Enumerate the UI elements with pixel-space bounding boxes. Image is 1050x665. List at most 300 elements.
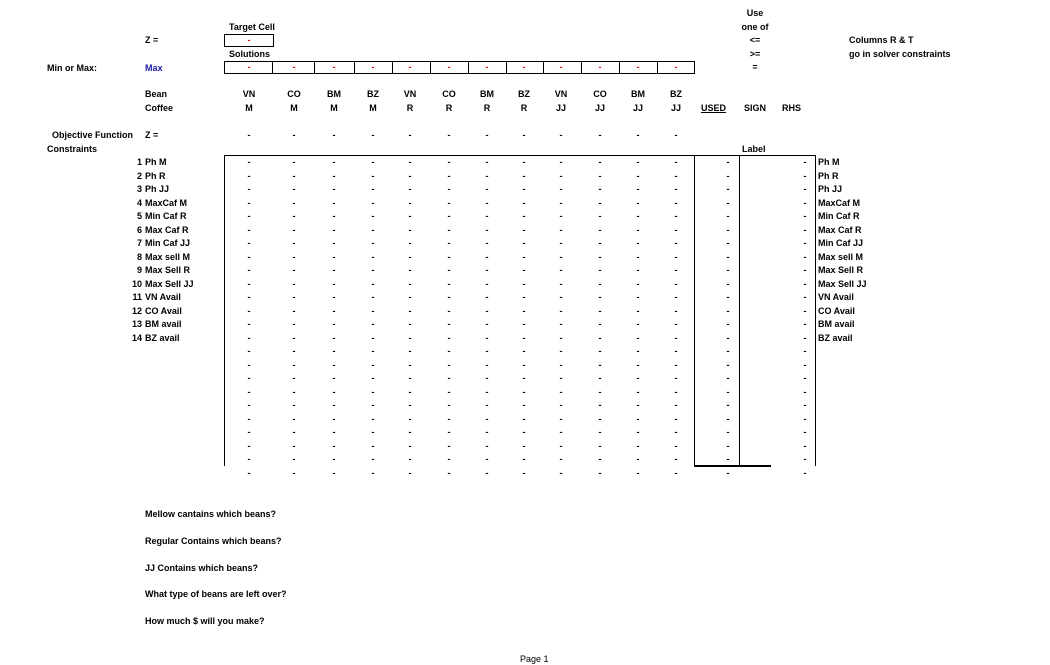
coefficient-cell[interactable]: -	[674, 387, 678, 397]
coefficient-cell[interactable]: -	[292, 184, 296, 194]
coefficient-cell[interactable]: -	[674, 414, 678, 424]
coefficient-cell[interactable]: -	[447, 238, 451, 248]
coefficient-cell[interactable]: -	[636, 184, 640, 194]
rhs-cell[interactable]: -	[803, 346, 807, 356]
coefficient-cell[interactable]: -	[485, 292, 489, 302]
coefficient-cell[interactable]: -	[636, 292, 640, 302]
coefficient-cell[interactable]: -	[674, 184, 678, 194]
coefficient-cell[interactable]: -	[559, 414, 563, 424]
coefficient-cell[interactable]: -	[292, 427, 296, 437]
coefficient-cell[interactable]: -	[598, 333, 602, 343]
coefficient-cell[interactable]: -	[559, 346, 563, 356]
coefficient-cell[interactable]: -	[674, 333, 678, 343]
rhs-cell[interactable]: -	[803, 400, 807, 410]
coefficient-cell[interactable]: -	[447, 346, 451, 356]
coefficient-cell[interactable]: -	[408, 400, 412, 410]
coefficient-cell[interactable]: -	[332, 279, 336, 289]
coefficient-cell[interactable]: -	[636, 211, 640, 221]
coefficient-cell[interactable]: -	[247, 279, 251, 289]
coefficient-cell[interactable]: -	[332, 414, 336, 424]
coefficient-cell[interactable]: -	[559, 184, 563, 194]
coefficient-cell[interactable]: -	[674, 238, 678, 248]
coefficient-cell[interactable]: -	[636, 198, 640, 208]
coefficient-cell[interactable]: -	[247, 292, 251, 302]
coefficient-cell[interactable]: -	[485, 346, 489, 356]
coefficient-cell[interactable]: -	[247, 373, 251, 383]
objective-cell[interactable]: -	[247, 130, 251, 140]
coefficient-cell[interactable]: -	[408, 211, 412, 221]
coefficient-cell[interactable]: -	[559, 427, 563, 437]
coefficient-cell[interactable]: -	[674, 400, 678, 410]
coefficient-cell[interactable]: -	[674, 211, 678, 221]
coefficient-cell[interactable]: -	[559, 441, 563, 451]
objective-cell[interactable]: -	[447, 130, 451, 140]
coefficient-cell[interactable]: -	[522, 211, 526, 221]
solution-cell[interactable]: -	[598, 62, 602, 72]
coefficient-cell[interactable]: -	[408, 454, 412, 464]
min-or-max-value[interactable]: Max	[145, 63, 163, 73]
coefficient-cell[interactable]: -	[447, 279, 451, 289]
coefficient-cell[interactable]: -	[636, 427, 640, 437]
coefficient-cell[interactable]: -	[371, 306, 375, 316]
coefficient-cell[interactable]: -	[559, 211, 563, 221]
coefficient-cell[interactable]: -	[674, 468, 678, 478]
coefficient-cell[interactable]: -	[292, 211, 296, 221]
coefficient-cell[interactable]: -	[292, 441, 296, 451]
coefficient-cell[interactable]: -	[292, 198, 296, 208]
coefficient-cell[interactable]: -	[292, 373, 296, 383]
coefficient-cell[interactable]: -	[522, 238, 526, 248]
coefficient-cell[interactable]: -	[559, 333, 563, 343]
objective-cell[interactable]: -	[559, 130, 563, 140]
coefficient-cell[interactable]: -	[636, 400, 640, 410]
solution-cell[interactable]: -	[371, 62, 375, 72]
coefficient-cell[interactable]: -	[559, 400, 563, 410]
solution-cell[interactable]: -	[485, 62, 489, 72]
coefficient-cell[interactable]: -	[559, 171, 563, 181]
coefficient-cell[interactable]: -	[408, 441, 412, 451]
coefficient-cell[interactable]: -	[485, 441, 489, 451]
coefficient-cell[interactable]: -	[292, 333, 296, 343]
coefficient-cell[interactable]: -	[674, 198, 678, 208]
coefficient-cell[interactable]: -	[408, 265, 412, 275]
coefficient-cell[interactable]: -	[522, 454, 526, 464]
coefficient-cell[interactable]: -	[371, 414, 375, 424]
rhs-cell[interactable]: -	[803, 265, 807, 275]
coefficient-cell[interactable]: -	[522, 306, 526, 316]
coefficient-cell[interactable]: -	[674, 373, 678, 383]
coefficient-cell[interactable]: -	[247, 333, 251, 343]
coefficient-cell[interactable]: -	[332, 468, 336, 478]
coefficient-cell[interactable]: -	[371, 454, 375, 464]
coefficient-cell[interactable]: -	[447, 441, 451, 451]
rhs-cell[interactable]: -	[803, 454, 807, 464]
coefficient-cell[interactable]: -	[447, 157, 451, 167]
coefficient-cell[interactable]: -	[674, 346, 678, 356]
coefficient-cell[interactable]: -	[371, 468, 375, 478]
coefficient-cell[interactable]: -	[247, 360, 251, 370]
coefficient-cell[interactable]: -	[247, 225, 251, 235]
rhs-cell[interactable]: -	[803, 252, 807, 262]
objective-cell[interactable]: -	[332, 130, 336, 140]
coefficient-cell[interactable]: -	[598, 279, 602, 289]
coefficient-cell[interactable]: -	[559, 387, 563, 397]
coefficient-cell[interactable]: -	[292, 225, 296, 235]
coefficient-cell[interactable]: -	[447, 333, 451, 343]
coefficient-cell[interactable]: -	[332, 346, 336, 356]
coefficient-cell[interactable]: -	[522, 292, 526, 302]
coefficient-cell[interactable]: -	[559, 157, 563, 167]
coefficient-cell[interactable]: -	[332, 373, 336, 383]
coefficient-cell[interactable]: -	[292, 279, 296, 289]
coefficient-cell[interactable]: -	[371, 211, 375, 221]
coefficient-cell[interactable]: -	[559, 373, 563, 383]
coefficient-cell[interactable]: -	[598, 157, 602, 167]
coefficient-cell[interactable]: -	[332, 427, 336, 437]
coefficient-cell[interactable]: -	[292, 319, 296, 329]
coefficient-cell[interactable]: -	[485, 252, 489, 262]
coefficient-cell[interactable]: -	[598, 306, 602, 316]
coefficient-cell[interactable]: -	[292, 454, 296, 464]
coefficient-cell[interactable]: -	[371, 441, 375, 451]
coefficient-cell[interactable]: -	[447, 414, 451, 424]
rhs-cell[interactable]: -	[803, 279, 807, 289]
coefficient-cell[interactable]: -	[447, 400, 451, 410]
coefficient-cell[interactable]: -	[332, 306, 336, 316]
coefficient-cell[interactable]: -	[674, 360, 678, 370]
coefficient-cell[interactable]: -	[332, 184, 336, 194]
coefficient-cell[interactable]: -	[332, 333, 336, 343]
coefficient-cell[interactable]: -	[559, 360, 563, 370]
rhs-cell[interactable]: -	[803, 360, 807, 370]
objective-cell[interactable]: -	[371, 130, 375, 140]
coefficient-cell[interactable]: -	[408, 319, 412, 329]
coefficient-cell[interactable]: -	[292, 265, 296, 275]
rhs-cell[interactable]: -	[803, 427, 807, 437]
coefficient-cell[interactable]: -	[292, 292, 296, 302]
rhs-cell[interactable]: -	[803, 225, 807, 235]
coefficient-cell[interactable]: -	[292, 238, 296, 248]
coefficient-cell[interactable]: -	[292, 157, 296, 167]
coefficient-cell[interactable]: -	[522, 333, 526, 343]
coefficient-cell[interactable]: -	[598, 198, 602, 208]
coefficient-cell[interactable]: -	[332, 225, 336, 235]
coefficient-cell[interactable]: -	[485, 373, 489, 383]
coefficient-cell[interactable]: -	[636, 157, 640, 167]
coefficient-cell[interactable]: -	[559, 225, 563, 235]
coefficient-cell[interactable]: -	[332, 454, 336, 464]
coefficient-cell[interactable]: -	[408, 360, 412, 370]
coefficient-cell[interactable]: -	[247, 427, 251, 437]
coefficient-cell[interactable]: -	[598, 373, 602, 383]
rhs-cell[interactable]: -	[803, 157, 807, 167]
coefficient-cell[interactable]: -	[292, 468, 296, 478]
coefficient-cell[interactable]: -	[598, 387, 602, 397]
coefficient-cell[interactable]: -	[408, 414, 412, 424]
coefficient-cell[interactable]: -	[598, 225, 602, 235]
solution-cell[interactable]: -	[447, 62, 451, 72]
coefficient-cell[interactable]: -	[371, 279, 375, 289]
coefficient-cell[interactable]: -	[371, 265, 375, 275]
coefficient-cell[interactable]: -	[485, 468, 489, 478]
coefficient-cell[interactable]: -	[408, 387, 412, 397]
coefficient-cell[interactable]: -	[247, 157, 251, 167]
objective-cell[interactable]: -	[522, 130, 526, 140]
coefficient-cell[interactable]: -	[674, 441, 678, 451]
coefficient-cell[interactable]: -	[636, 441, 640, 451]
coefficient-cell[interactable]: -	[485, 265, 489, 275]
coefficient-cell[interactable]: -	[447, 292, 451, 302]
rhs-cell[interactable]: -	[803, 319, 807, 329]
coefficient-cell[interactable]: -	[247, 468, 251, 478]
coefficient-cell[interactable]: -	[674, 252, 678, 262]
coefficient-cell[interactable]: -	[598, 400, 602, 410]
coefficient-cell[interactable]: -	[408, 346, 412, 356]
coefficient-cell[interactable]: -	[247, 238, 251, 248]
coefficient-cell[interactable]: -	[485, 414, 489, 424]
rhs-cell[interactable]: -	[803, 292, 807, 302]
coefficient-cell[interactable]: -	[636, 279, 640, 289]
coefficient-cell[interactable]: -	[559, 468, 563, 478]
coefficient-cell[interactable]: -	[247, 211, 251, 221]
coefficient-cell[interactable]: -	[598, 346, 602, 356]
solution-cell[interactable]: -	[292, 62, 296, 72]
coefficient-cell[interactable]: -	[247, 400, 251, 410]
objective-cell[interactable]: -	[598, 130, 602, 140]
coefficient-cell[interactable]: -	[408, 184, 412, 194]
coefficient-cell[interactable]: -	[332, 198, 336, 208]
coefficient-cell[interactable]: -	[674, 157, 678, 167]
coefficient-cell[interactable]: -	[522, 198, 526, 208]
coefficient-cell[interactable]: -	[247, 198, 251, 208]
coefficient-cell[interactable]: -	[371, 346, 375, 356]
coefficient-cell[interactable]: -	[522, 184, 526, 194]
coefficient-cell[interactable]: -	[598, 441, 602, 451]
coefficient-cell[interactable]: -	[636, 171, 640, 181]
coefficient-cell[interactable]: -	[247, 441, 251, 451]
coefficient-cell[interactable]: -	[559, 292, 563, 302]
coefficient-cell[interactable]: -	[559, 265, 563, 275]
coefficient-cell[interactable]: -	[408, 279, 412, 289]
coefficient-cell[interactable]: -	[485, 279, 489, 289]
coefficient-cell[interactable]: -	[674, 427, 678, 437]
coefficient-cell[interactable]: -	[485, 360, 489, 370]
coefficient-cell[interactable]: -	[674, 279, 678, 289]
coefficient-cell[interactable]: -	[485, 198, 489, 208]
coefficient-cell[interactable]: -	[485, 238, 489, 248]
coefficient-cell[interactable]: -	[371, 198, 375, 208]
coefficient-cell[interactable]: -	[371, 333, 375, 343]
coefficient-cell[interactable]: -	[485, 387, 489, 397]
coefficient-cell[interactable]: -	[522, 468, 526, 478]
coefficient-cell[interactable]: -	[674, 225, 678, 235]
coefficient-cell[interactable]: -	[485, 225, 489, 235]
coefficient-cell[interactable]: -	[598, 360, 602, 370]
objective-cell[interactable]: -	[292, 130, 296, 140]
coefficient-cell[interactable]: -	[447, 225, 451, 235]
coefficient-cell[interactable]: -	[247, 171, 251, 181]
coefficient-cell[interactable]: -	[447, 427, 451, 437]
coefficient-cell[interactable]: -	[292, 400, 296, 410]
coefficient-cell[interactable]: -	[522, 225, 526, 235]
coefficient-cell[interactable]: -	[447, 468, 451, 478]
coefficient-cell[interactable]: -	[332, 252, 336, 262]
coefficient-cell[interactable]: -	[485, 427, 489, 437]
target-cell[interactable]	[224, 34, 274, 47]
rhs-cell[interactable]: -	[803, 171, 807, 181]
coefficient-cell[interactable]: -	[247, 306, 251, 316]
rhs-cell[interactable]: -	[803, 373, 807, 383]
coefficient-cell[interactable]: -	[598, 319, 602, 329]
coefficient-cell[interactable]: -	[598, 454, 602, 464]
coefficient-cell[interactable]: -	[598, 252, 602, 262]
coefficient-cell[interactable]: -	[485, 157, 489, 167]
coefficient-cell[interactable]: -	[559, 252, 563, 262]
coefficient-cell[interactable]: -	[674, 306, 678, 316]
coefficient-cell[interactable]: -	[371, 400, 375, 410]
coefficient-cell[interactable]: -	[485, 400, 489, 410]
solution-cell[interactable]: -	[674, 62, 678, 72]
coefficient-cell[interactable]: -	[371, 373, 375, 383]
coefficient-cell[interactable]: -	[559, 238, 563, 248]
coefficient-cell[interactable]: -	[408, 198, 412, 208]
coefficient-cell[interactable]: -	[559, 319, 563, 329]
coefficient-cell[interactable]: -	[522, 265, 526, 275]
coefficient-cell[interactable]: -	[371, 238, 375, 248]
coefficient-cell[interactable]: -	[559, 454, 563, 464]
coefficient-cell[interactable]: -	[598, 427, 602, 437]
coefficient-cell[interactable]: -	[674, 171, 678, 181]
coefficient-cell[interactable]: -	[332, 157, 336, 167]
coefficient-cell[interactable]: -	[485, 211, 489, 221]
coefficient-cell[interactable]: -	[636, 252, 640, 262]
coefficient-cell[interactable]: -	[447, 387, 451, 397]
coefficient-cell[interactable]: -	[485, 333, 489, 343]
coefficient-cell[interactable]: -	[332, 400, 336, 410]
rhs-cell[interactable]: -	[803, 184, 807, 194]
coefficient-cell[interactable]: -	[559, 198, 563, 208]
coefficient-cell[interactable]: -	[447, 265, 451, 275]
rhs-cell[interactable]: -	[803, 441, 807, 451]
coefficient-cell[interactable]: -	[408, 292, 412, 302]
coefficient-cell[interactable]: -	[522, 252, 526, 262]
coefficient-cell[interactable]: -	[674, 265, 678, 275]
coefficient-cell[interactable]: -	[522, 441, 526, 451]
coefficient-cell[interactable]: -	[636, 306, 640, 316]
coefficient-cell[interactable]: -	[636, 387, 640, 397]
coefficient-cell[interactable]: -	[522, 387, 526, 397]
coefficient-cell[interactable]: -	[292, 414, 296, 424]
coefficient-cell[interactable]: -	[292, 252, 296, 262]
coefficient-cell[interactable]: -	[674, 292, 678, 302]
coefficient-cell[interactable]: -	[674, 454, 678, 464]
rhs-cell[interactable]: -	[803, 333, 807, 343]
coefficient-cell[interactable]: -	[371, 171, 375, 181]
coefficient-cell[interactable]: -	[247, 387, 251, 397]
coefficient-cell[interactable]: -	[408, 468, 412, 478]
coefficient-cell[interactable]: -	[371, 225, 375, 235]
solution-cell[interactable]: -	[332, 62, 336, 72]
coefficient-cell[interactable]: -	[636, 319, 640, 329]
coefficient-cell[interactable]: -	[247, 265, 251, 275]
coefficient-cell[interactable]: -	[332, 441, 336, 451]
coefficient-cell[interactable]: -	[522, 171, 526, 181]
rhs-cell[interactable]: -	[803, 198, 807, 208]
rhs-cell[interactable]: -	[803, 468, 807, 478]
coefficient-cell[interactable]: -	[559, 306, 563, 316]
coefficient-cell[interactable]: -	[247, 454, 251, 464]
coefficient-cell[interactable]: -	[447, 454, 451, 464]
coefficient-cell[interactable]: -	[332, 238, 336, 248]
coefficient-cell[interactable]: -	[332, 387, 336, 397]
coefficient-cell[interactable]: -	[332, 319, 336, 329]
solution-cell[interactable]: -	[247, 62, 251, 72]
coefficient-cell[interactable]: -	[485, 454, 489, 464]
coefficient-cell[interactable]: -	[485, 306, 489, 316]
coefficient-cell[interactable]: -	[674, 319, 678, 329]
coefficient-cell[interactable]: -	[371, 157, 375, 167]
coefficient-cell[interactable]: -	[292, 346, 296, 356]
coefficient-cell[interactable]: -	[522, 427, 526, 437]
coefficient-cell[interactable]: -	[598, 171, 602, 181]
coefficient-cell[interactable]: -	[408, 238, 412, 248]
rhs-cell[interactable]: -	[803, 387, 807, 397]
coefficient-cell[interactable]: -	[598, 414, 602, 424]
coefficient-cell[interactable]: -	[522, 279, 526, 289]
objective-cell[interactable]: -	[674, 130, 678, 140]
coefficient-cell[interactable]: -	[408, 171, 412, 181]
coefficient-cell[interactable]: -	[447, 373, 451, 383]
solution-cell[interactable]: -	[522, 62, 526, 72]
coefficient-cell[interactable]: -	[247, 184, 251, 194]
coefficient-cell[interactable]: -	[485, 184, 489, 194]
objective-cell[interactable]: -	[636, 130, 640, 140]
coefficient-cell[interactable]: -	[522, 157, 526, 167]
coefficient-cell[interactable]: -	[636, 414, 640, 424]
coefficient-cell[interactable]: -	[332, 211, 336, 221]
coefficient-cell[interactable]: -	[636, 225, 640, 235]
coefficient-cell[interactable]: -	[447, 184, 451, 194]
rhs-cell[interactable]: -	[803, 306, 807, 316]
coefficient-cell[interactable]: -	[636, 346, 640, 356]
coefficient-cell[interactable]: -	[598, 292, 602, 302]
coefficient-cell[interactable]: -	[408, 427, 412, 437]
coefficient-cell[interactable]: -	[636, 360, 640, 370]
coefficient-cell[interactable]: -	[332, 265, 336, 275]
coefficient-cell[interactable]: -	[408, 333, 412, 343]
coefficient-cell[interactable]: -	[522, 360, 526, 370]
coefficient-cell[interactable]: -	[447, 252, 451, 262]
coefficient-cell[interactable]: -	[598, 468, 602, 478]
objective-cell[interactable]: -	[485, 130, 489, 140]
coefficient-cell[interactable]: -	[408, 306, 412, 316]
coefficient-cell[interactable]: -	[408, 157, 412, 167]
coefficient-cell[interactable]: -	[332, 292, 336, 302]
coefficient-cell[interactable]: -	[447, 360, 451, 370]
coefficient-cell[interactable]: -	[371, 360, 375, 370]
coefficient-cell[interactable]: -	[447, 306, 451, 316]
coefficient-cell[interactable]: -	[292, 306, 296, 316]
coefficient-cell[interactable]: -	[371, 427, 375, 437]
rhs-cell[interactable]: -	[803, 238, 807, 248]
coefficient-cell[interactable]: -	[522, 373, 526, 383]
solution-cell[interactable]: -	[408, 62, 412, 72]
coefficient-cell[interactable]: -	[371, 184, 375, 194]
coefficient-cell[interactable]: -	[636, 333, 640, 343]
coefficient-cell[interactable]: -	[598, 211, 602, 221]
coefficient-cell[interactable]: -	[447, 211, 451, 221]
coefficient-cell[interactable]: -	[522, 346, 526, 356]
